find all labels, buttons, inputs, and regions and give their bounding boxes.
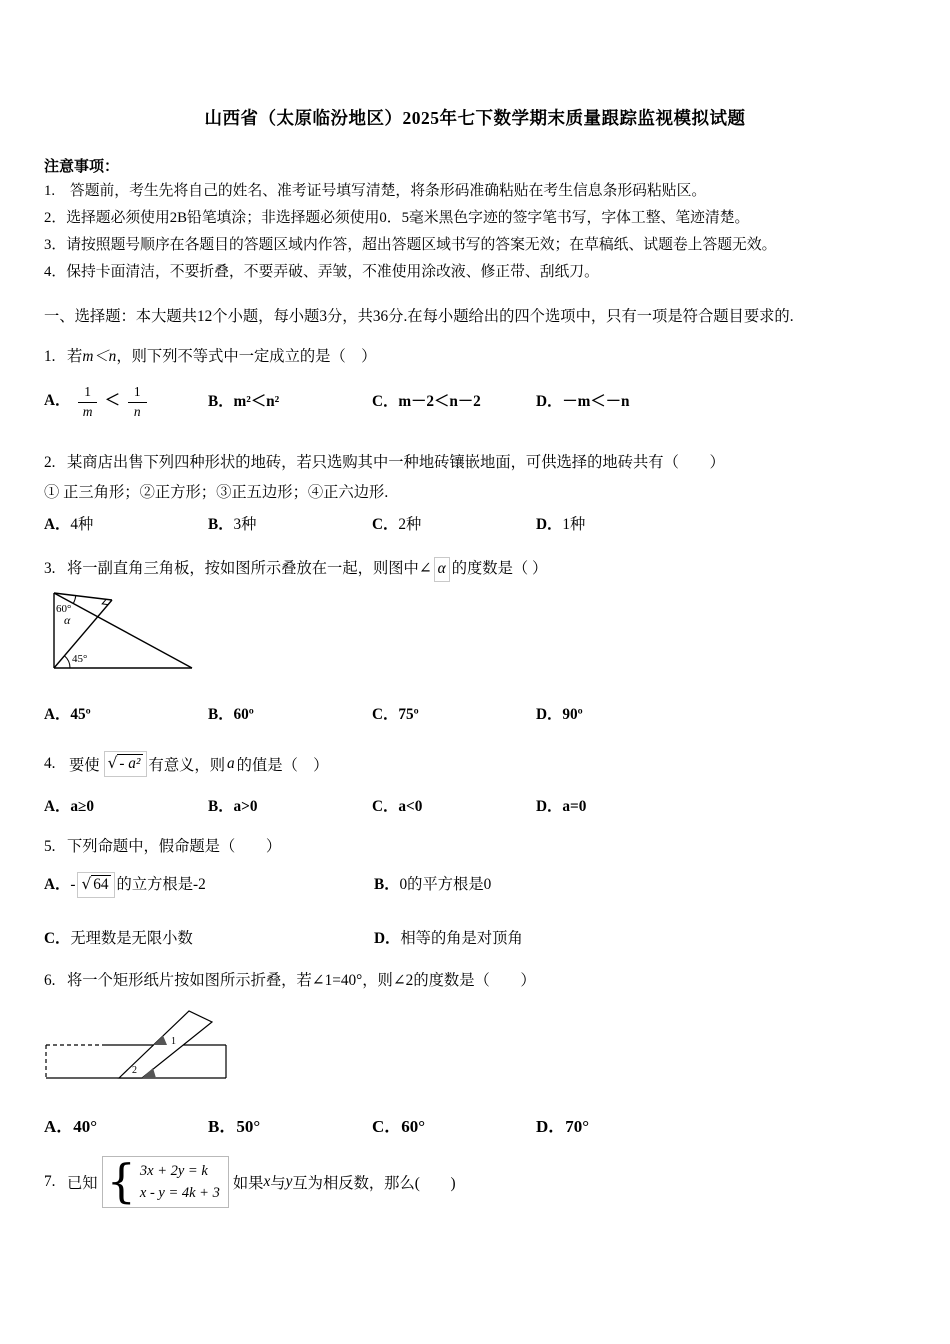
option-label: A． — [44, 516, 71, 533]
option-text: 2种 — [398, 516, 422, 533]
angle-45-label: 45° — [72, 653, 88, 665]
question-5-options-row-2 — [44, 924, 906, 954]
system-brace: { — [106, 1154, 136, 1209]
option-label: A． — [44, 876, 71, 893]
option-label: A． — [44, 706, 71, 723]
option-text: 50° — [236, 1117, 261, 1136]
option-label: B． — [208, 706, 234, 723]
angle-1-label: 1 — [171, 1036, 176, 1047]
equation-1: 3x + 2y = k — [139, 1163, 208, 1179]
option-label: D． — [374, 930, 401, 947]
option-label: C． — [372, 706, 399, 723]
question-text: 将一副直角三角板，按如图所示叠放在一起，则图中∠ — [67, 560, 432, 577]
option-text: －m＜－n — [562, 393, 630, 410]
question-4-options — [44, 792, 906, 822]
question-text: 的度数是（ ） — [451, 560, 548, 577]
option-a — [44, 510, 208, 540]
option-text: a>0 — [233, 798, 258, 815]
option-label: D． — [536, 706, 563, 723]
option-c — [372, 700, 536, 730]
option-text: 60º — [233, 706, 254, 723]
question-4-line — [44, 744, 906, 784]
question-text: 要使 — [69, 757, 100, 774]
radical-expression — [77, 872, 114, 898]
question-6-options — [44, 1112, 906, 1142]
option-text: 3种 — [233, 516, 257, 533]
question-number: 3. — [44, 560, 56, 577]
option-text: m－2＜n－2 — [398, 393, 481, 410]
variable-x: x — [263, 1173, 271, 1190]
angle-2-label: 2 — [132, 1065, 137, 1076]
question-number: 4. — [44, 755, 56, 772]
question-text: 将一个矩形纸片按如图所示折叠，若∠1=40°，则∠2的度数是（ ） — [67, 972, 536, 989]
question-5 — [44, 832, 906, 954]
option-a — [44, 870, 374, 900]
option-d — [536, 510, 700, 540]
option-label: D． — [536, 798, 563, 815]
option-text: 70° — [565, 1117, 590, 1136]
option-b — [374, 870, 704, 900]
option-text: 45º — [70, 706, 91, 723]
option-text: a<0 — [398, 798, 423, 815]
q6-fold-figure — [44, 1000, 234, 1096]
question-1-options — [44, 376, 906, 428]
question-7 — [44, 1156, 906, 1208]
radicand: 64 — [93, 876, 109, 893]
option-label: B． — [208, 516, 234, 533]
option-text: 无理数是无限小数 — [70, 930, 193, 947]
radicand: - a² — [119, 755, 141, 773]
question-number: 2. — [44, 454, 56, 471]
fraction — [128, 384, 147, 419]
overlap-top-edge — [54, 593, 112, 600]
inline-math: m＜n — [82, 348, 117, 365]
question-3-options — [44, 700, 906, 730]
question-2 — [44, 448, 906, 540]
option-text: 40° — [73, 1117, 98, 1136]
option-a — [44, 700, 208, 730]
option-text: a≥0 — [70, 798, 95, 815]
notice-item-1: 1. 答题前，考生先将自己的姓名、准考证号填写清楚，将条形码准确粘贴在考生信息条形码粘贴区。 — [44, 183, 707, 199]
radical-sign: √ — [107, 754, 118, 773]
question-text: 互为相反数，那么( ) — [292, 1175, 456, 1192]
question-number: 7. — [44, 1173, 56, 1190]
option-label: C． — [372, 1117, 402, 1136]
fraction-denominator: m — [82, 403, 93, 419]
q3-triangles-figure — [44, 588, 204, 676]
option-label: B． — [374, 876, 400, 893]
option-d — [536, 387, 700, 417]
option-text: 4种 — [70, 516, 94, 533]
question-5-options-row-1 — [44, 870, 906, 900]
question-text: 与 — [270, 1175, 286, 1192]
page-title: 山西省（太原临汾地区）2025年七下数学期末质量跟踪监视模拟试题 — [204, 108, 746, 128]
notice-item-4: 4．保持卡面清洁，不要折叠，不要弄破、弄皱，不准使用涂改液、修正带、刮纸刀。 — [44, 264, 599, 280]
question-number: 1. — [44, 348, 56, 365]
option-label: B． — [208, 1117, 237, 1136]
option-label: A． — [44, 392, 71, 410]
option-text: a=0 — [562, 798, 587, 815]
option-text: 0的平方根是0 — [399, 876, 492, 893]
option-c — [372, 1112, 536, 1142]
question-number: 5. — [44, 838, 56, 855]
relation-sign: ＜ — [104, 392, 121, 410]
fraction-denominator: n — [133, 403, 141, 419]
question-text: 某商店出售下列四种形状的地砖，若只选购其中一种地砖镶嵌地面，可供选择的地砖共有（ ） — [67, 454, 725, 471]
option-b — [208, 1112, 372, 1142]
option-d — [536, 700, 700, 730]
question-1-line — [44, 342, 906, 372]
angle-60-label: 60° — [56, 603, 72, 615]
option-label: C． — [372, 516, 399, 533]
question-text: 的值是（ ） — [236, 757, 329, 774]
question-number: 6. — [44, 972, 56, 989]
equation-2: x - y = 4k + 3 — [139, 1185, 220, 1201]
question-3 — [44, 554, 906, 730]
option-d — [536, 1112, 700, 1142]
question-6 — [44, 966, 906, 1142]
option-label: D． — [536, 393, 563, 410]
option-text: 75º — [398, 706, 419, 723]
question-1 — [44, 342, 906, 428]
alpha-symbol: α — [434, 557, 450, 582]
question-text: 有意义，则 — [148, 757, 226, 774]
notice-item-3: 3．请按照题号顺序在各题目的答题区域内作答，超出答题区域书写的答案无效；在草稿纸、试题卷上答题无效。 — [44, 237, 777, 253]
option-c — [372, 510, 536, 540]
option-d — [374, 924, 704, 954]
option-b — [208, 700, 372, 730]
option-c — [372, 792, 536, 822]
alpha-arc — [73, 596, 76, 604]
radical-sign: √ — [81, 875, 92, 893]
variable-y: y — [285, 1173, 293, 1190]
section-heading: 一、选择题：本大题共12个小题，每小题3分，共36分.在每小题给出的四个选项中，只有一项是符合题目要求的. — [44, 308, 794, 325]
option-label: C． — [372, 798, 399, 815]
fraction-numerator: 1 — [128, 384, 147, 402]
question-text: 下列命题中，假命题是（ ） — [67, 838, 282, 855]
option-c — [372, 387, 536, 417]
option-d — [536, 792, 700, 822]
system-equations — [140, 1160, 220, 1204]
question-text: 若 — [67, 348, 83, 365]
question-7-line — [44, 1156, 906, 1208]
radical-expression — [104, 751, 147, 777]
option-a — [44, 1112, 208, 1142]
option-b — [208, 510, 372, 540]
variable-a: a — [227, 755, 235, 772]
option-a — [44, 792, 208, 822]
equation-system — [102, 1156, 229, 1208]
question-2-options — [44, 510, 906, 540]
option-label: B． — [208, 798, 234, 815]
question-4 — [44, 744, 906, 822]
minus-sign: - — [70, 876, 76, 893]
option-label: A． — [44, 798, 71, 815]
fraction — [78, 384, 97, 419]
question-2-line — [44, 448, 906, 478]
question-6-line — [44, 966, 906, 996]
option-label: D． — [536, 516, 563, 533]
notice-heading: 注意事项： — [44, 159, 120, 175]
option-label: A． — [44, 1117, 74, 1136]
option-b — [208, 387, 372, 417]
option-a — [44, 384, 208, 419]
question-text: 如果 — [232, 1175, 264, 1192]
option-label: C． — [372, 393, 399, 410]
option-label: D． — [536, 1117, 566, 1136]
notice-item-2: 2．选择题必须使用2B铅笔填涂；非选择题必须使用0．5毫米黑色字迹的签字笔书写，字体工整、笔迹清楚。 — [44, 210, 750, 226]
option-label: B． — [208, 393, 234, 410]
option-text: m²＜n² — [233, 393, 280, 410]
option-text: 60° — [401, 1117, 426, 1136]
notice-section — [44, 156, 906, 286]
angle-45-arc — [64, 656, 70, 668]
option-text: 的立方根是-2 — [116, 876, 206, 893]
question-5-line — [44, 832, 906, 862]
option-label: C． — [44, 930, 71, 947]
option-text: 相等的角是对顶角 — [400, 930, 523, 947]
question-3-line — [44, 554, 906, 584]
alpha-label: α — [64, 613, 71, 627]
option-b — [208, 792, 372, 822]
question-text: 已知 — [67, 1175, 98, 1192]
option-c — [44, 924, 374, 954]
option-text: 1种 — [562, 516, 586, 533]
question-subtext: ① 正三角形；②正方形；③正五边形；④正六边形. — [44, 484, 389, 501]
question-2-subline — [44, 478, 906, 508]
question-text: ，则下列不等式中一定成立的是（ ） — [116, 348, 377, 365]
option-text: 90º — [562, 706, 583, 723]
fraction-numerator: 1 — [78, 384, 97, 402]
